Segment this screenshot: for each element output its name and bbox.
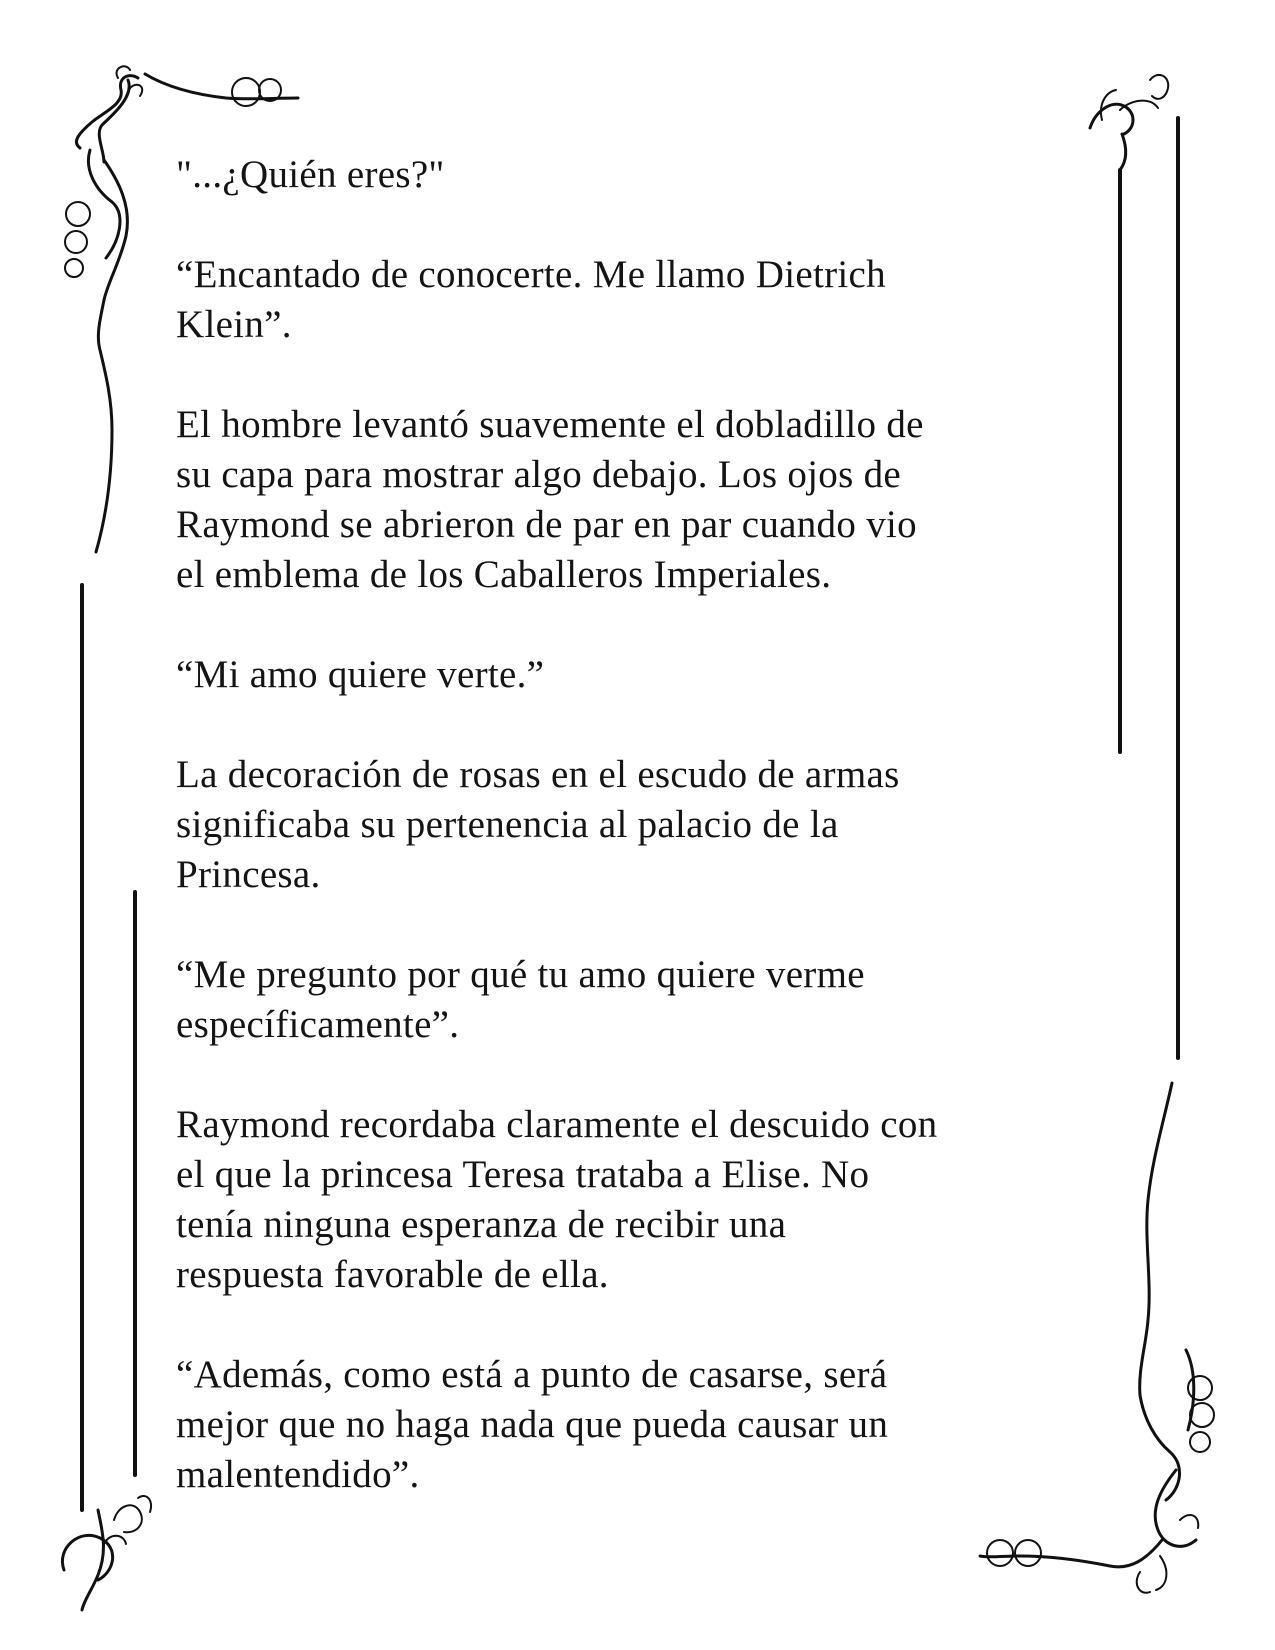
paragraph-why-me: “Me pregunto por qué tu amo quiere verme específicamente”. bbox=[176, 953, 865, 1046]
paragraph-master-wants: “Mi amo quiere verte.” bbox=[176, 653, 545, 696]
flourish-bottom-left-ornament bbox=[62, 1496, 151, 1610]
paragraph-about-to-marry: “Además, como está a punto de casarse, será mejor que no haga nada que pueda causar un malentendido”. bbox=[176, 1353, 889, 1496]
paragraph-cape-emblem: El hombre levantó suavemente el dobladillo de su capa para mostrar algo debajo. Los ojos de Raymond se abrieron de par en par cuando vio el emblema de los Caballeros Imperiales. bbox=[176, 403, 924, 596]
paragraph-raymond-recalls: Raymond recordaba claramente el descuido con el que la princesa Teresa trataba a Elise. No tenía ninguna esperanza de recibir una respuesta favorable de ella. bbox=[176, 1103, 938, 1296]
paragraph-rose-decoration: La decoración de rosas en el escudo de armas significaba su pertenencia al palacio de la Princesa. bbox=[176, 753, 900, 896]
paragraph-question: "...¿Quién eres?" bbox=[176, 153, 445, 196]
paragraph-introduction: “Encantado de conocerte. Me llamo Dietrich Klein”. bbox=[176, 253, 886, 346]
story-text-column bbox=[176, 150, 1106, 1550]
